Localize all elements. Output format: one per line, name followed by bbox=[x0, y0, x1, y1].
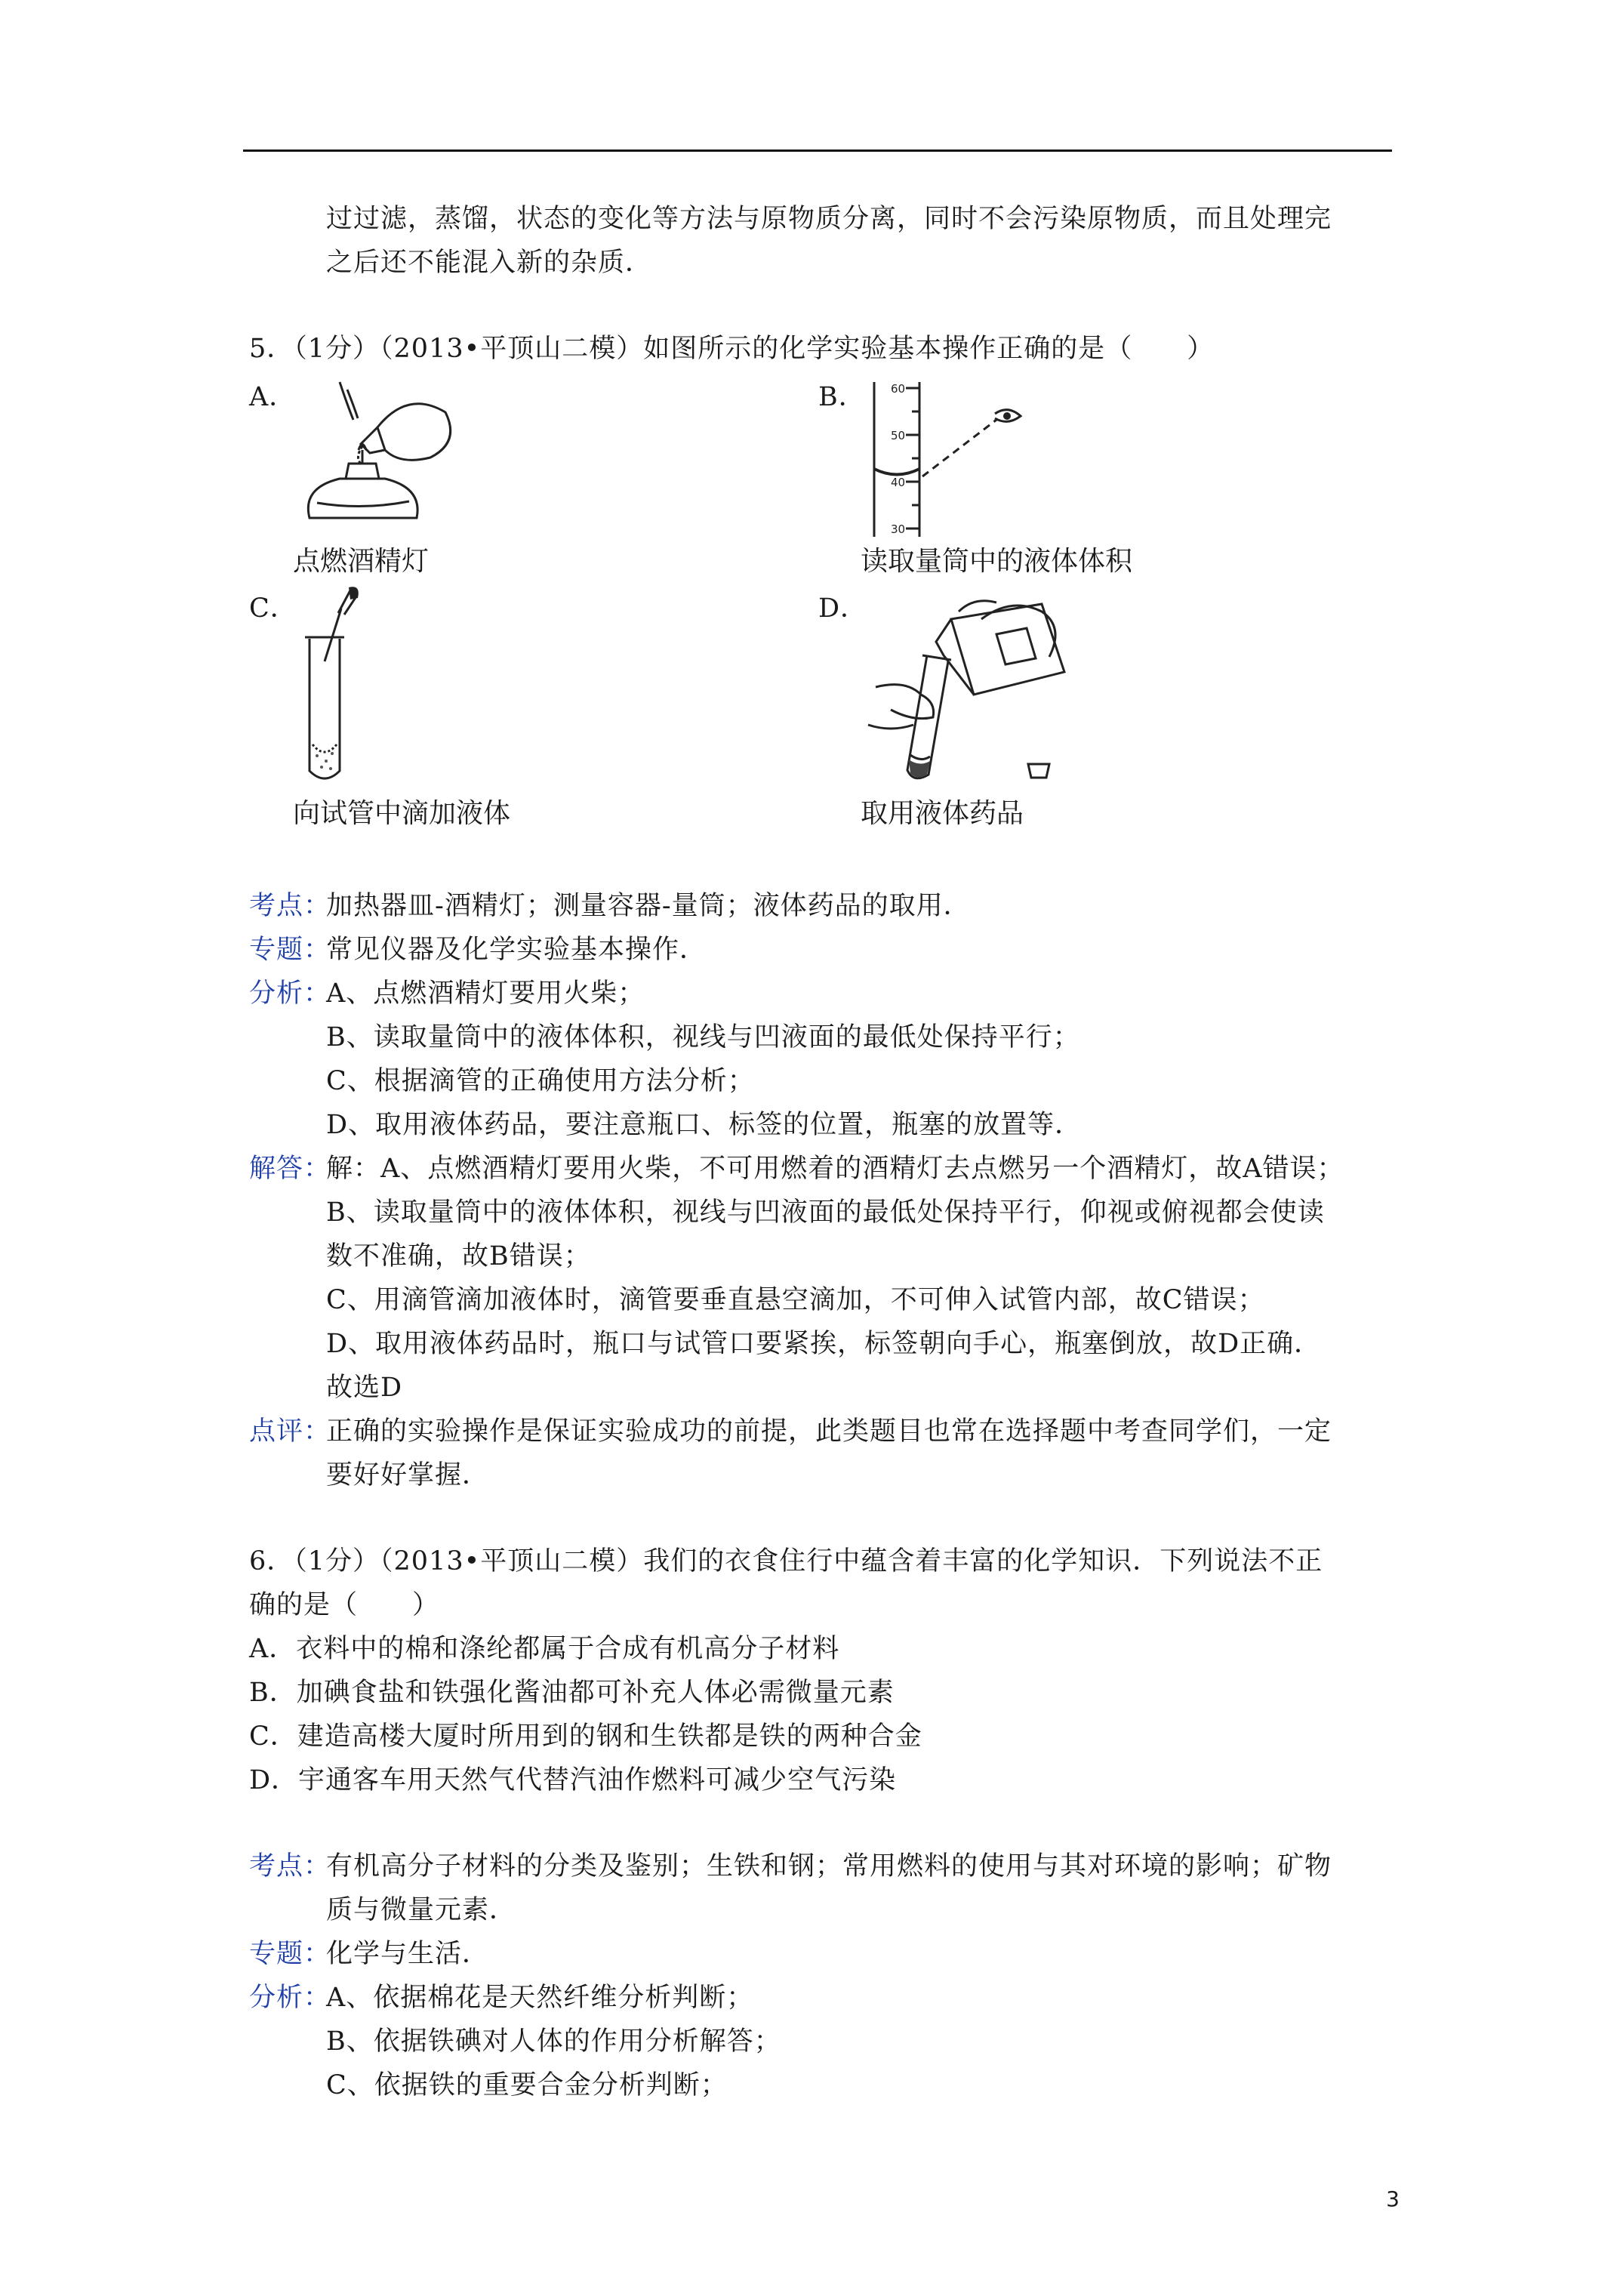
option-b-letter: B． bbox=[818, 382, 866, 412]
dianping-line: 要好好掌握． bbox=[326, 1460, 490, 1490]
jieda-line: 故选D bbox=[326, 1373, 403, 1403]
fenxi-line: B、依据铁碘对人体的作用分析解答； bbox=[326, 2026, 781, 2057]
option-c-letter: C． bbox=[249, 593, 297, 624]
jieda-line: D、取用液体药品时，瓶口与试管口要紧挨，标签朝向手心，瓶塞倒放，故D正确． bbox=[326, 1329, 1322, 1359]
zhuanti-label: 专题： bbox=[249, 935, 331, 965]
cylinder-tick-label: 40 bbox=[891, 476, 906, 489]
fenxi-line: C、根据滴管的正确使用方法分析； bbox=[326, 1066, 755, 1096]
alcohol-lamp-lighting-icon bbox=[294, 374, 460, 541]
cylinder-tick-label: 50 bbox=[891, 429, 906, 442]
jieda-line: 数不准确，故B错误； bbox=[326, 1241, 591, 1271]
dianping-line: 正确的实验操作是保证实验成功的前提，此类题目也常在选择题中考查同学们，一定 bbox=[326, 1416, 1332, 1447]
zhuanti-text: 常见仪器及化学实验基本操作． bbox=[326, 935, 707, 965]
fenxi-label: 分析： bbox=[249, 1983, 331, 2013]
zhuanti-label: 专题： bbox=[249, 1939, 331, 1969]
fenxi-line: A、依据棉花是天然纤维分析判断； bbox=[326, 1983, 754, 2013]
intro-line: 之后还不能混入新的杂质． bbox=[326, 248, 653, 278]
zhuanti-text: 化学与生活． bbox=[326, 1939, 490, 1969]
question-6-option: C．建造高楼大厦时所用到的钢和生铁都是铁的两种合金 bbox=[249, 1721, 922, 1752]
pouring-liquid-icon bbox=[861, 589, 1079, 793]
graduated-cylinder-reading-icon bbox=[861, 374, 1057, 548]
cylinder-tick-label: 60 bbox=[891, 382, 906, 396]
option-a-caption: 点燃酒精灯 bbox=[293, 546, 430, 577]
question-6-stem: 6．（1分）（2013•平顶山二模）我们的衣食住行中蕴含着丰富的化学知识．下列说法不正 bbox=[249, 1546, 1323, 1576]
jieda-label: 解答： bbox=[249, 1154, 331, 1184]
kaodian-text: 有机高分子材料的分类及鉴别；生铁和钢；常用燃料的使用与其对环境的影响；矿物 bbox=[326, 1851, 1332, 1881]
question-6-stem: 确的是（ ） bbox=[249, 1590, 440, 1620]
question-6-option: B．加碘食盐和铁强化酱油都可补充人体必需微量元素 bbox=[249, 1678, 895, 1708]
header-rule bbox=[243, 149, 1392, 152]
option-d-letter: D． bbox=[818, 593, 868, 624]
option-a-letter: A． bbox=[249, 382, 297, 412]
page-number: 3 bbox=[1386, 2187, 1400, 2211]
question-5-stem: 5．（1分）（2013•平顶山二模）如图所示的化学实验基本操作正确的是（ ） bbox=[249, 334, 1215, 364]
option-c-caption: 向试管中滴加液体 bbox=[293, 798, 511, 829]
fenxi-line: A、点燃酒精灯要用火柴； bbox=[326, 978, 645, 1009]
intro-line: 过过滤，蒸馏，状态的变化等方法与原物质分离，同时不会污染原物质，而且处理完 bbox=[326, 204, 1332, 234]
jieda-line: 解：A、点燃酒精灯要用火柴，不可用燃着的酒精灯去点燃另一个酒精灯，故A错误； bbox=[326, 1154, 1344, 1184]
kaodian-label: 考点： bbox=[249, 1851, 331, 1881]
question-6-option: D．宇通客车用天然气代替汽油作燃料可减少空气污染 bbox=[249, 1765, 897, 1795]
kaodian-text: 加热器皿-酒精灯；测量容器-量筒；液体药品的取用． bbox=[326, 891, 971, 921]
fenxi-line: C、依据铁的重要合金分析判断； bbox=[326, 2070, 728, 2100]
option-d-caption: 取用液体药品 bbox=[861, 798, 1024, 829]
kaodian-text: 质与微量元素． bbox=[326, 1895, 517, 1925]
cylinder-tick-label: 30 bbox=[891, 522, 906, 536]
fenxi-label: 分析： bbox=[249, 978, 331, 1009]
option-b-caption: 读取量筒中的液体体积 bbox=[861, 546, 1133, 577]
question-6-option: A．衣料中的棉和涤纶都属于合成有机高分子材料 bbox=[249, 1634, 840, 1664]
jieda-line: B、读取量筒中的液体体积，视线与凹液面的最低处保持平行，仰视或俯视都会使读 bbox=[326, 1197, 1325, 1228]
fenxi-line: D、取用液体药品，要注意瓶口、标签的位置，瓶塞的放置等． bbox=[326, 1110, 1083, 1140]
dropper-test-tube-icon bbox=[294, 586, 385, 790]
kaodian-label: 考点： bbox=[249, 891, 331, 921]
jieda-line: C、用滴管滴加液体时，滴管要垂直悬空滴加，不可伸入试管内部，故C错误； bbox=[326, 1285, 1265, 1315]
fenxi-line: B、读取量筒中的液体体积，视线与凹液面的最低处保持平行； bbox=[326, 1022, 1080, 1052]
dianping-label: 点评： bbox=[249, 1416, 331, 1447]
